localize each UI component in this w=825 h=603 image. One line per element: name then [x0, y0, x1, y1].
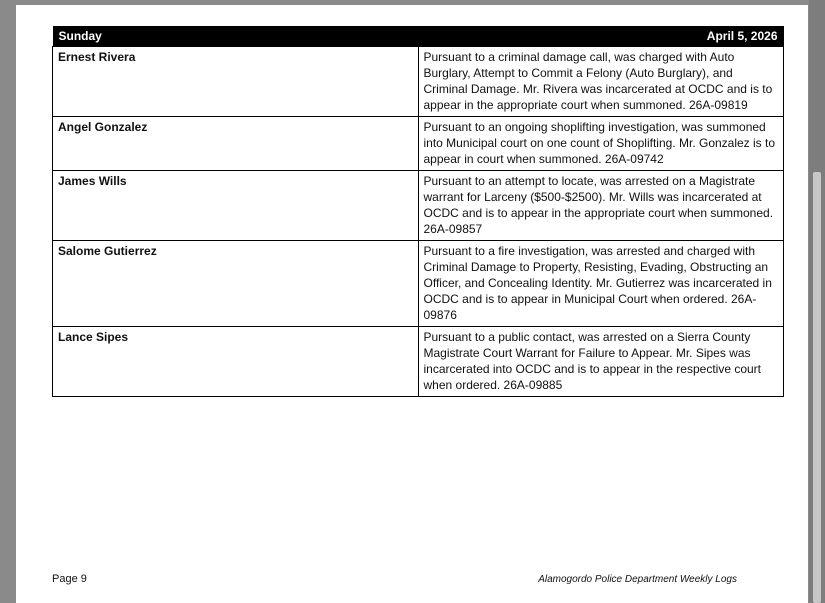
footer-title: Alamogordo Police Department Weekly Logs — [538, 574, 737, 585]
vertical-scrollbar[interactable] — [809, 0, 825, 603]
person-name: Salome Gutierrez — [53, 241, 419, 327]
scrollbar-thumb[interactable] — [813, 172, 821, 603]
person-name: James Wills — [53, 171, 419, 241]
page-number: Page 9 — [52, 573, 87, 585]
entry-text: Pursuant to a public contact, was arrested on a Sierra County Magistrate Court Warrant for Failure to Appear. Mr. Sipes was incarcerated into OCDC and is to appear in the respective court when ordered. 26A-09885 — [418, 327, 784, 397]
table-row — [53, 241, 784, 327]
entry-text: Pursuant to a criminal damage call, was charged with Auto Burglary, Attempt to Commit a Felony (Auto Burglary), and Criminal Damage. Mr. Rivera was incarcerated at OCDC and is to appear in the appropriate court when summoned. 26A-09819 — [418, 47, 784, 117]
table-row — [53, 327, 784, 397]
entry-text: Pursuant to an attempt to locate, was arrested on a Magistrate warrant for Larceny ($500-$2500). Mr. Wills was incarcerated at OCDC and is to appear in the appropriate court when summoned. 26A-09857 — [418, 171, 784, 241]
entry-text: Pursuant to a fire investigation, was arrested and charged with Criminal Damage to Property, Resisting, Evading, Obstructing an Officer, and Concealing Identity. Mr. Gutierrez was incarcerated in OCDC and is to appear in Municipal Court when ordered. 26A-09876 — [418, 241, 784, 327]
person-name: Lance Sipes — [53, 327, 419, 397]
log-header-row — [53, 26, 784, 47]
entry-text: Pursuant to an ongoing shoplifting investigation, was summoned into Municipal court on one count of Shoplifting. Mr. Gonzalez is to appear in court when summoned. 26A-09742 — [418, 117, 784, 171]
log-table — [52, 26, 784, 397]
person-name: Angel Gonzalez — [53, 117, 419, 171]
table-row — [53, 171, 784, 241]
document-page — [16, 5, 808, 603]
table-row — [53, 117, 784, 171]
log-date: April 5, 2026 — [418, 26, 784, 47]
table-row — [53, 47, 784, 117]
person-name: Ernest Rivera — [53, 47, 419, 117]
log-day: Sunday — [53, 26, 419, 47]
